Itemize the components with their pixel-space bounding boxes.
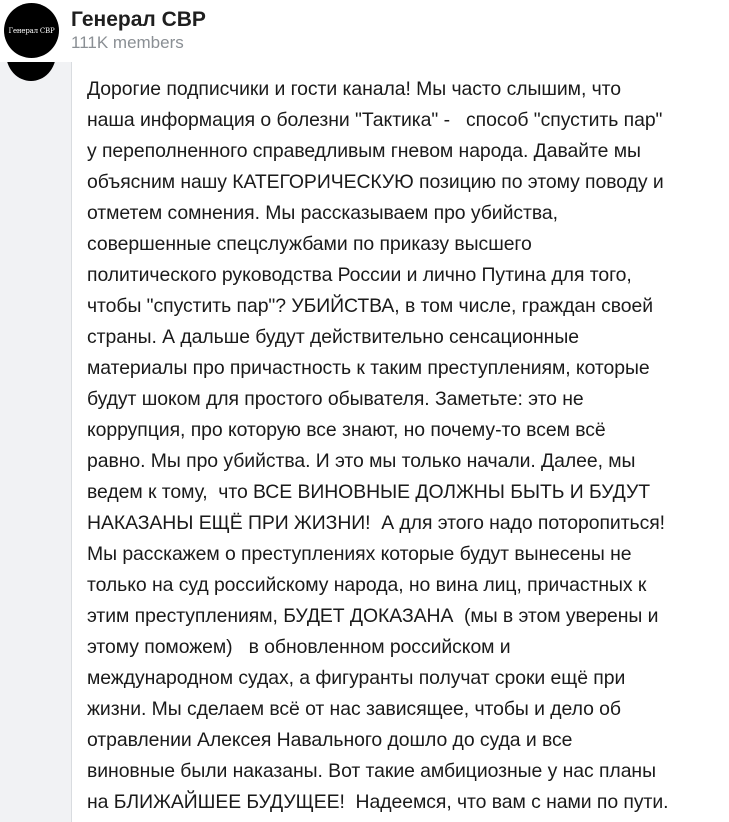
member-count: 111K members — [71, 33, 184, 52]
channel-header[interactable] — [0, 0, 729, 62]
message-text: Дорогие подписчики и гости канала! Мы часто слышим, что наша информация о болезни "Тактика" - способ "спустить пар" у переполненного справедливым гневом народа. Давайте мы объясним нашу КАТЕГОРИЧЕСКУЮ позицию по этому поводу и отметем сомнения. Мы рассказываем про убийства, совершенные спецслужбами по приказу высшего политического руководства России и лично Путина для того, чтобы "спустить пар"? УБИЙСТВА, в том числе, граждан своей страны. А дальше будут действительно сенсационные материалы про причастность к таким преступлениям, которые будут шоком для простого обывателя. Заметьте: это не коррупция, про которую все знают, но почему-то всем всё равно. Мы про убийства. И это мы только начали. Далее, мы ведем к тому, что ВСЕ ВИНОВНЫЕ ДОЛЖНЫ БЫТЬ И БУДУТ НАКАЗАНЫ ЕЩЁ ПРИ ЖИЗНИ! А для этого надо поторопиться! Мы расскажем о преступлениях которые будут вынесены не только на суд российскому народа, но вина лиц, причастных к этим преступлениям, БУДЕТ ДОКАЗАНА (мы в этом уверены и этому поможем) в обновленном российском и международном судах, а фигуранты получат сроки ещё при жизни. Мы сделаем всё от нас зависящее, чтобы и дело об отравлении Алексея Навального дошло до суда и все виновные были наказаны. Вот такие амбициозные у нас планы на БЛИЖАЙШЕЕ БУДУЩЕЕ! Надеемся, что вам с нами по пути. — [87, 78, 669, 813]
message-bubble — [71, 62, 729, 822]
channel-avatar[interactable] — [4, 3, 59, 58]
avatar-label: Генерал СВР — [8, 26, 55, 35]
channel-name[interactable]: Генерал СВР — [71, 8, 206, 31]
